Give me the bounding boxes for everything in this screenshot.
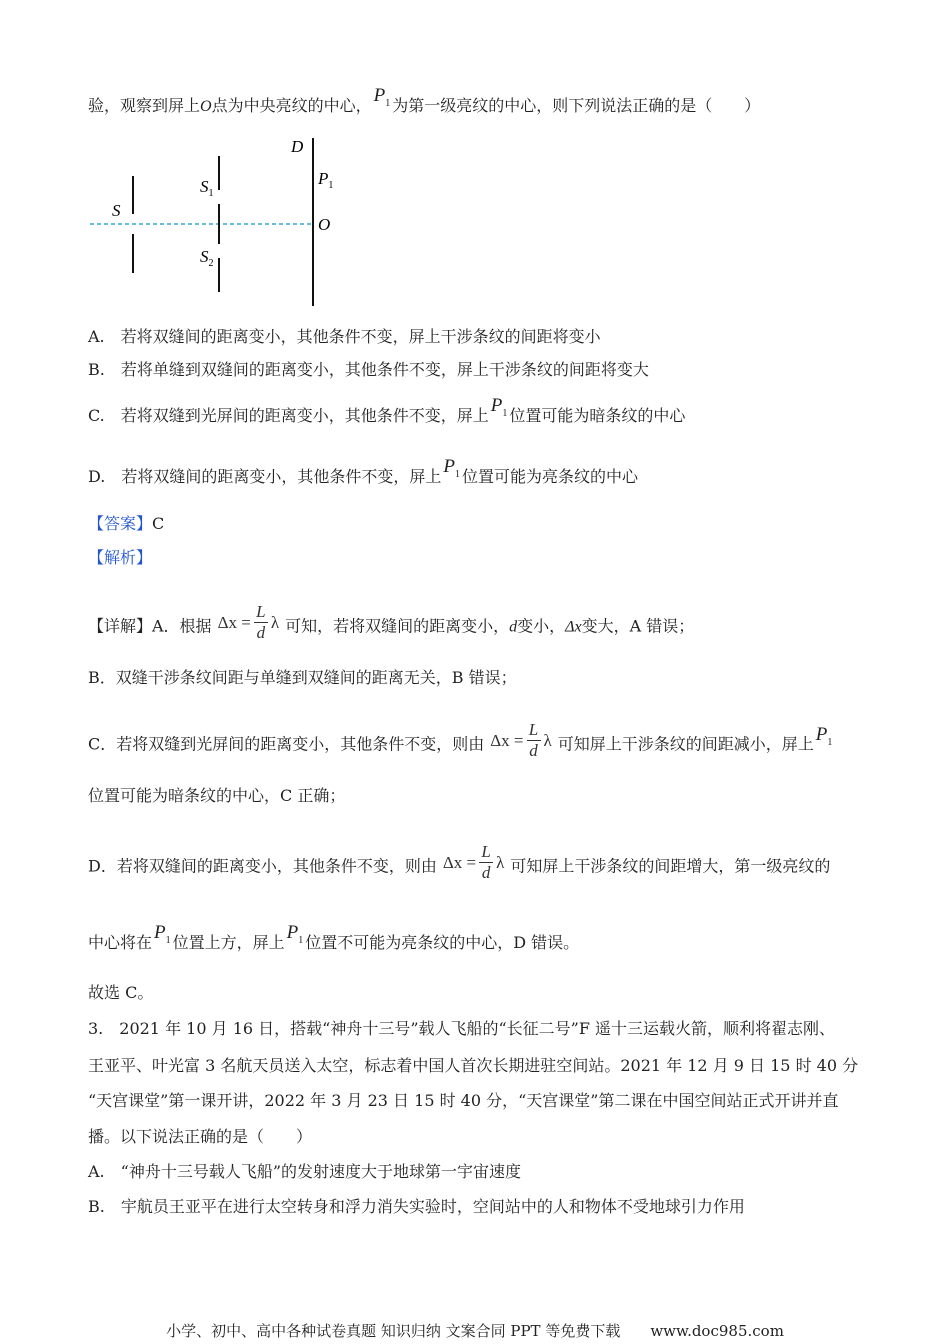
- p1-symbol: $P_1$: [154, 922, 171, 946]
- label-S1: $S_1$: [200, 177, 214, 199]
- q3-option-a: A. “神舟十三号载人飞船”的发射速度大于地球第一宇宙速度: [88, 1162, 522, 1181]
- label-S: S: [112, 201, 121, 220]
- answer-value: C: [152, 514, 165, 533]
- explain-a: 【详解】A．根据 Δx = L d λ 可知，若将双缝间的距离变小，d变小，Δx变大，A 错误；: [88, 602, 695, 642]
- p1-symbol: $P_1$: [490, 395, 508, 419]
- p1-symbol: $P_1$: [286, 922, 304, 946]
- formula: Δx = L d λ: [490, 720, 552, 760]
- label-O: O: [318, 215, 331, 234]
- option-c: C. 若将双缝到光屏间的距离变小，其他条件不变，屏上 $P_1$ 位置可能为暗条纹的中心: [88, 395, 686, 425]
- q3-line-1: 3. 2021 年 10 月 16 日，搭载“神舟十三号”载人飞船的“长征二号”F 遥十三运载火箭，顺利将翟志刚、: [88, 1019, 836, 1038]
- formula: Δx = L d λ: [442, 842, 505, 882]
- p1-symbol: $P_1$: [815, 723, 833, 748]
- option-b: B. 若将单缝到双缝间的距离变小，其他条件不变，屏上干涉条纹的间距将变大: [88, 360, 649, 379]
- label-S2: $S_2$: [200, 247, 214, 269]
- explain-c-line2: 位置可能为暗条纹的中心，C 正确；: [88, 786, 346, 805]
- answer-label: 【答案】: [88, 514, 153, 533]
- p1-symbol: $P_1$: [443, 456, 460, 480]
- q3-line-4: 播。以下说法正确的是（ ）: [88, 1127, 313, 1146]
- option-a: A. 若将双缝间的距离变小，其他条件不变，屏上干涉条纹的间距将变小: [88, 327, 601, 346]
- label-P1: $P_1$: [318, 169, 334, 191]
- double-slit-diagram: [80, 130, 360, 310]
- intro-line: 验，观察到屏上O点为中央亮纹的中心， $P_1$ 为第一级亮纹的中心，则下列说法正确的是（ ）: [88, 85, 761, 115]
- explain-c: C．若将双缝到光屏间的距离变小，其他条件不变，则由 Δx = L d λ 可知屏上干涉条纹的间距减小，屏上 $P_1$: [88, 720, 833, 760]
- analysis-label: 【解析】: [88, 548, 153, 567]
- q3-line-2: 王亚平、叶光富 3 名航天员送入太空，标志着中国人首次长期进驻空间站。2021 年 12 月 9 日 15 时 40 分: [88, 1056, 859, 1075]
- explain-b: B．双缝干涉条纹间距与单缝到双缝间的距离无关，B 错误；: [88, 668, 517, 687]
- conclusion: 故选 C。: [88, 983, 154, 1002]
- page-footer: 小学、初中、高中各种试卷真题 知识归纳 文案合同 PPT 等免费下载 www.doc985.com: [166, 1322, 784, 1340]
- label-D: D: [291, 137, 304, 156]
- q3-line-3: “天宫课堂”第一课开讲，2022 年 3 月 23 日 15 时 40 分，“天宫课堂”第二课在中国空间站正式开讲并直: [88, 1091, 839, 1110]
- option-d: D. 若将双缝间的距离变小，其他条件不变，屏上 $P_1$ 位置可能为亮条纹的中心: [88, 456, 638, 486]
- q3-option-b: B. 宇航员王亚平在进行太空转身和浮力消失实验时，空间站中的人和物体不受地球引力作用: [88, 1197, 745, 1216]
- explain-d-line2: 中心将在 $P_1$ 位置上方，屏上 $P_1$ 位置不可能为亮条纹的中心，D 错误。: [88, 922, 580, 952]
- answer-line: [88, 512, 164, 536]
- explain-d: D．若将双缝间的距离变小，其他条件不变，则由 Δx = L d λ 可知屏上干涉条纹的间距增大，第一级亮纹的: [88, 842, 831, 882]
- formula: Δx = L d λ: [217, 602, 280, 642]
- p1-symbol: $P_1$: [373, 85, 391, 109]
